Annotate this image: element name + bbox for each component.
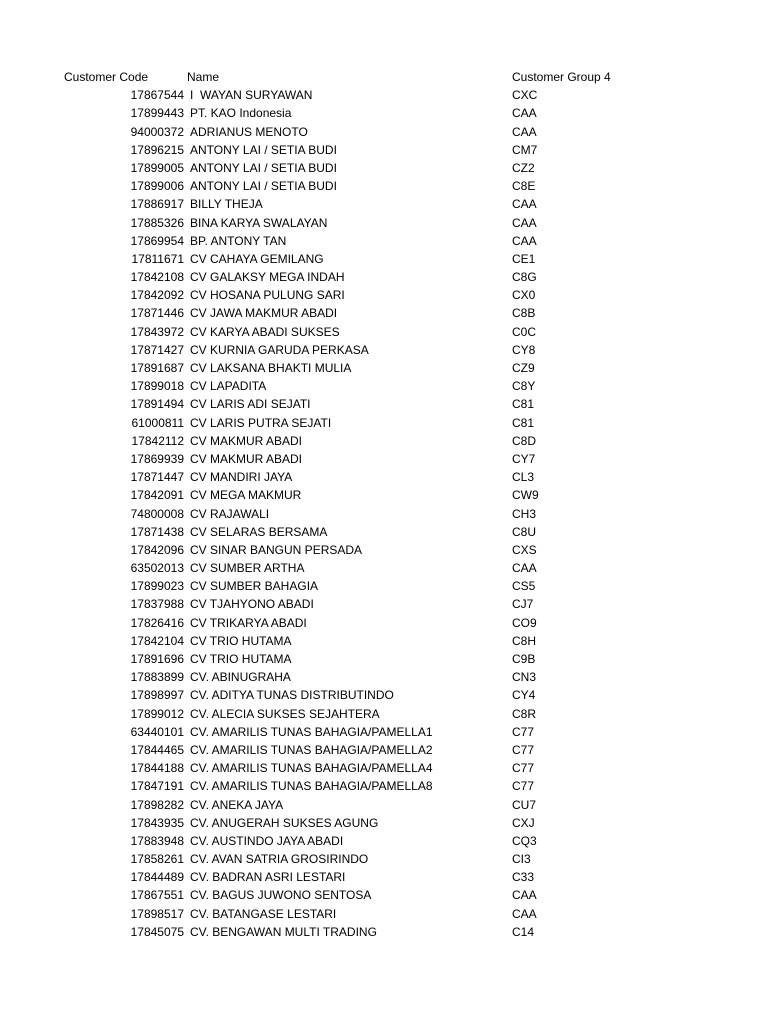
table-row [0, 286, 768, 304]
customer-name-cell: CV KURNIA GARUDA PERKASA [190, 342, 369, 357]
customer-name-cell: BILLY THEJA [190, 197, 263, 212]
customer-code-cell: 17844489 [130, 870, 184, 885]
customer-code-cell: 17842104 [130, 633, 184, 648]
customer-name-cell: CV SELARAS BERSAMA [190, 524, 328, 539]
customer-name-cell: CV TRIKARYA ABADI [190, 615, 307, 630]
customer-name-cell: CV. AVAN SATRIA GROSIRINDO [190, 852, 369, 867]
customer-code-cell: 63440101 [130, 724, 184, 739]
customer-code-cell: 17842092 [130, 288, 184, 303]
customer-code-cell: 17844188 [130, 761, 184, 776]
customer-name-cell: CV CAHAYA GEMILANG [190, 251, 324, 266]
customer-code-cell: 17811671 [131, 251, 184, 266]
table-row [0, 505, 768, 523]
customer-code-cell: 17898997 [130, 688, 184, 703]
customer-code-cell: 17869954 [130, 233, 184, 248]
customer-name-cell: CV. ANEKA JAYA [190, 797, 284, 812]
table-row [0, 414, 768, 432]
customer-name-cell: CV TRIO HUTAMA [190, 652, 292, 666]
customer-group-cell: CAA [512, 233, 537, 248]
customer-name-cell: CV TJAHYONO ABADI [190, 597, 314, 612]
customer-name-cell: CV SINAR BANGUN PERSADA [190, 542, 363, 557]
table-row [0, 359, 768, 377]
table-row [0, 232, 768, 250]
customer-name-cell: I WAYAN SURYAWAN [190, 88, 313, 103]
table-row [0, 777, 768, 795]
table-row [0, 905, 768, 923]
customer-group-cell: C8G [512, 270, 537, 285]
customer-name-cell: ANTONY LAI / SETIA BUDI [190, 142, 337, 157]
customer-group-cell: CW9 [512, 488, 539, 503]
table-row [0, 341, 768, 359]
customer-name-cell: ANTONY LAI / SETIA BUDI [190, 160, 337, 175]
customer-group-cell: CZ9 [512, 361, 535, 375]
customer-name-cell: BINA KARYA SWALAYAN [190, 215, 328, 230]
customer-code-cell: 94000372 [130, 124, 184, 139]
customer-group-cell: C8D [512, 433, 537, 448]
customer-group-cell: C81 [512, 397, 535, 412]
table-row [0, 195, 768, 213]
customer-group-cell: CJ7 [512, 597, 534, 612]
customer-name-cell: CV LARIS PUTRA SEJATI [190, 415, 332, 430]
customer-group-cell: CAA [512, 215, 537, 230]
table-row [0, 886, 768, 904]
table-row [0, 450, 768, 468]
customer-group-cell: C0C [512, 324, 537, 339]
customer-group-cell: CM7 [512, 142, 538, 157]
customer-group-cell: CY7 [512, 451, 536, 466]
customer-code-cell: 17891696 [130, 652, 184, 666]
table-header-row [0, 68, 768, 86]
column-header-customer-group: Customer Group 4 [512, 70, 611, 84]
customer-group-cell: CQ3 [512, 833, 537, 848]
customer-group-cell: C8Y [512, 379, 536, 394]
customer-group-cell: CN3 [512, 670, 537, 685]
customer-name-cell: CV. BADRAN ASRI LESTARI [190, 870, 346, 885]
customer-group-cell: CZ2 [512, 160, 535, 175]
table-row [0, 250, 768, 268]
customer-code-cell: 17826416 [130, 615, 184, 630]
customer-code-cell: 17837988 [130, 597, 184, 612]
table-row [0, 304, 768, 322]
customer-group-cell: CAA [512, 106, 537, 121]
customer-code-cell: 17842112 [131, 433, 184, 448]
customer-code-cell: 61000811 [131, 415, 184, 430]
table-row [0, 395, 768, 413]
customer-name-cell: CV LARIS ADI SEJATI [190, 397, 311, 412]
customer-name-cell: CV. AMARILIS TUNAS BAHAGIA/PAMELLA1 [190, 724, 433, 739]
table-row [0, 123, 768, 141]
customer-name-cell: CV MAKMUR ABADI [190, 451, 303, 466]
customer-code-cell: 17867544 [130, 88, 184, 103]
customer-name-cell: CV. AMARILIS TUNAS BAHAGIA/PAMELLA2 [190, 742, 433, 757]
table-row [0, 468, 768, 486]
customer-code-cell: 17883899 [130, 670, 184, 685]
customer-group-cell: C77 [512, 742, 535, 757]
customer-group-cell: C81 [512, 415, 535, 430]
table-row [0, 796, 768, 814]
customer-group-cell: CI3 [512, 852, 531, 867]
customer-code-cell: 17883948 [130, 833, 184, 848]
table-row [0, 595, 768, 613]
customer-name-cell: PT. KAO Indonesia [190, 106, 292, 121]
table-row [0, 850, 768, 868]
table-row [0, 523, 768, 541]
customer-name-cell: CV GALAKSY MEGA INDAH [190, 270, 345, 285]
customer-code-cell: 17871446 [130, 306, 184, 321]
customer-code-cell: 17843935 [130, 815, 184, 830]
customer-code-cell: 63502013 [130, 561, 184, 576]
table-row [0, 268, 768, 286]
table-row [0, 577, 768, 595]
customer-name-cell: CV LAPADITA [190, 379, 267, 394]
customer-code-cell: 17899018 [130, 379, 184, 394]
customer-group-cell: CO9 [512, 615, 537, 630]
customer-code-cell: 17899023 [130, 579, 184, 594]
column-header-name: Name [187, 70, 220, 84]
customer-code-cell: 17886917 [130, 197, 184, 212]
customer-name-cell: CV. ANUGERAH SUKSES AGUNG [190, 815, 379, 830]
column-header-customer-code: Customer Code [64, 70, 149, 84]
customer-group-cell: CAA [512, 888, 537, 903]
table-row [0, 559, 768, 577]
customer-code-cell: 17871427 [130, 342, 184, 357]
customer-code-cell: 17898282 [130, 797, 184, 812]
customer-group-cell: C8E [512, 179, 536, 194]
table-row [0, 377, 768, 395]
table-row [0, 705, 768, 723]
customer-group-cell: C8B [512, 306, 536, 321]
table-row [0, 141, 768, 159]
customer-group-cell: C9B [512, 652, 536, 666]
customer-group-cell: C8R [512, 706, 537, 721]
table-row [0, 486, 768, 504]
customer-code-cell: 17891494 [130, 397, 184, 412]
table-row [0, 741, 768, 759]
customer-group-cell: C14 [512, 924, 535, 939]
table-row [0, 214, 768, 232]
customer-name-cell: CV. BAGUS JUWONO SENTOSA [190, 888, 372, 903]
table-row [0, 650, 768, 668]
customer-code-cell: 17899005 [130, 160, 184, 175]
customer-group-cell: C77 [512, 724, 535, 739]
customer-group-cell: CY8 [512, 342, 536, 357]
customer-group-cell: CS5 [512, 579, 536, 594]
table-row [0, 686, 768, 704]
customer-name-cell: CV. BATANGASE LESTARI [190, 906, 337, 921]
customer-code-cell: 17843972 [130, 324, 184, 339]
customer-name-cell: CV TRIO HUTAMA [190, 633, 292, 648]
customer-table [0, 68, 768, 941]
customer-name-cell: CV LAKSANA BHAKTI MULIA [190, 361, 352, 375]
customer-name-cell: CV. ABINUGRAHA [190, 670, 291, 685]
customer-group-cell: CAA [512, 561, 537, 576]
customer-code-cell: 17896215 [130, 142, 184, 157]
table-row [0, 723, 768, 741]
customer-code-cell: 17899006 [130, 179, 184, 194]
table-row [0, 323, 768, 341]
customer-name-cell: ANTONY LAI / SETIA BUDI [190, 179, 337, 194]
table-row [0, 432, 768, 450]
customer-code-cell: 17869939 [130, 451, 184, 466]
table-row [0, 814, 768, 832]
customer-name-cell: CV SUMBER ARTHA [190, 561, 305, 576]
customer-group-cell: C8U [512, 524, 537, 539]
customer-name-cell: CV. AMARILIS TUNAS BAHAGIA/PAMELLA4 [190, 761, 433, 776]
customer-name-cell: CV MANDIRI JAYA [190, 470, 293, 485]
customer-group-cell: CH3 [512, 506, 537, 521]
customer-code-cell: 17858261 [130, 852, 184, 867]
customer-group-cell: CXC [512, 88, 538, 103]
customer-code-cell: 17885326 [130, 215, 184, 230]
customer-name-cell: CV. BENGAWAN MULTI TRADING [190, 924, 377, 939]
customer-code-cell: 17842091 [130, 488, 184, 503]
customer-name-cell: CV KARYA ABADI SUKSES [190, 324, 340, 339]
customer-group-cell: CXS [512, 542, 537, 557]
customer-group-cell: CE1 [512, 251, 536, 266]
customer-name-cell: CV MEGA MAKMUR [190, 488, 302, 503]
customer-group-cell: CAA [512, 906, 537, 921]
customer-group-cell: CL3 [512, 470, 535, 485]
table-row [0, 541, 768, 559]
table-row [0, 86, 768, 104]
customer-code-cell: 17899012 [130, 706, 184, 721]
customer-group-cell: CX0 [512, 288, 536, 303]
customer-name-cell: CV SUMBER BAHAGIA [190, 579, 319, 594]
customer-code-cell: 74800008 [130, 506, 184, 521]
customer-group-cell: CU7 [512, 797, 537, 812]
table-row [0, 632, 768, 650]
customer-group-cell: C8H [512, 633, 537, 648]
table-row [0, 668, 768, 686]
customer-group-cell: CAA [512, 197, 537, 212]
table-row [0, 159, 768, 177]
table-row [0, 923, 768, 941]
customer-code-cell: 17867551 [130, 888, 184, 903]
customer-name-cell: CV JAWA MAKMUR ABADI [190, 306, 338, 321]
customer-code-cell: 17847191 [130, 779, 184, 794]
customer-name-cell: CV. ADITYA TUNAS DISTRIBUTINDO [190, 688, 394, 703]
table-row [0, 868, 768, 886]
customer-group-cell: CAA [512, 124, 537, 139]
customer-name-cell: CV MAKMUR ABADI [190, 433, 303, 448]
table-row [0, 759, 768, 777]
customer-group-cell: CY4 [512, 688, 536, 703]
customer-group-cell: C77 [512, 779, 535, 794]
table-body [0, 86, 768, 941]
customer-name-cell: CV. AUSTINDO JAYA ABADI [190, 833, 344, 848]
customer-name-cell: BP. ANTONY TAN [190, 233, 287, 248]
customer-code-cell: 17842108 [130, 270, 184, 285]
customer-group-cell: C33 [512, 870, 535, 885]
customer-group-cell: CXJ [512, 815, 535, 830]
customer-name-cell: ADRIANUS MENOTO [190, 124, 308, 139]
customer-name-cell: CV. ALECIA SUKSES SEJAHTERA [190, 706, 380, 721]
table-row [0, 832, 768, 850]
customer-code-cell: 17842096 [130, 542, 184, 557]
customer-name-cell: CV. AMARILIS TUNAS BAHAGIA/PAMELLA8 [190, 779, 433, 794]
customer-code-cell: 17845075 [130, 924, 184, 939]
table-row [0, 614, 768, 632]
table-row [0, 104, 768, 122]
customer-name-cell: CV RAJAWALI [190, 506, 270, 521]
customer-code-cell: 17871447 [130, 470, 184, 485]
customer-group-cell: C77 [512, 761, 535, 776]
customer-name-cell: CV HOSANA PULUNG SARI [190, 288, 345, 303]
table-row [0, 177, 768, 195]
customer-code-cell: 17871438 [130, 524, 184, 539]
customer-code-cell: 17891687 [130, 361, 184, 375]
customer-code-cell: 17898517 [130, 906, 184, 921]
customer-code-cell: 17899443 [130, 106, 184, 121]
customer-code-cell: 17844465 [130, 742, 184, 757]
